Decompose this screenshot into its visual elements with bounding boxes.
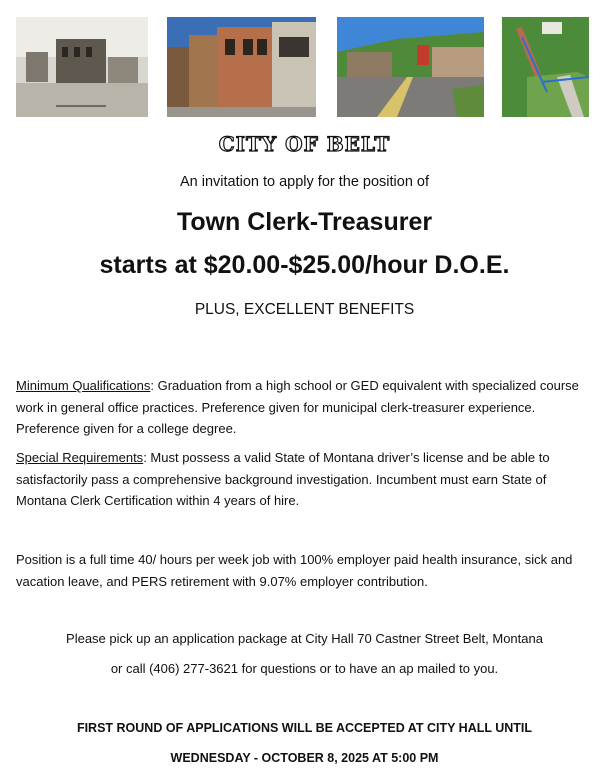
invitation-text: An invitation to apply for the position of — [179, 174, 430, 190]
benefits-headline: PLUS, EXCELLENT BENEFITS — [194, 301, 415, 318]
historic-main-street-photo — [16, 17, 148, 117]
call-instructions: or call (406) 277-3621 for questions or to have an ap mailed to you. — [110, 661, 499, 676]
special-requirements — [16, 447, 594, 512]
position-details: Position is a full time 40/ hours per week job with 100% employer paid health insurance, sick and vacation leave, and PERS retirement with 9.07% employer contribution. — [16, 552, 573, 589]
brick-storefronts-photo — [167, 17, 316, 117]
road-and-hillside-photo — [337, 17, 484, 117]
city-name: CITY OF BELT — [218, 132, 391, 156]
minimum-qualifications-label: Minimum Qualifications — [16, 378, 151, 393]
first-round-notice: FIRST ROUND OF APPLICATIONS WILL BE ACCEPTED AT CITY HALL UNTIL — [76, 721, 533, 735]
minimum-qualifications-text: : Graduation from a high school or GED equivalent with specialized course work in general office practices. Preference given for municipal clerk-treasurer experience. Preference given for a college degree. — [16, 378, 579, 436]
pickup-instructions: Please pick up an application package at City Hall 70 Castner Street Belt, Montana — [66, 631, 543, 646]
salary-range: starts at $20.00-$25.00/hour D.O.E. — [99, 251, 510, 279]
position-title: Town Clerk-Treasurer — [176, 208, 433, 236]
special-requirements-text: : Must possess a valid State of Montana driver’s license and be able to satisfactorily pass a comprehensive background investigation. Incumbent must earn State of Montana Clerk Certification within 4 years of hire. — [16, 450, 550, 508]
special-requirements-label: Special Requirements — [16, 450, 144, 465]
application-deadline: WEDNESDAY - OCTOBER 8, 2025 AT 5:00 PM — [170, 751, 439, 765]
minimum-qualifications — [16, 375, 594, 440]
stairway-and-railing-photo — [502, 17, 589, 117]
